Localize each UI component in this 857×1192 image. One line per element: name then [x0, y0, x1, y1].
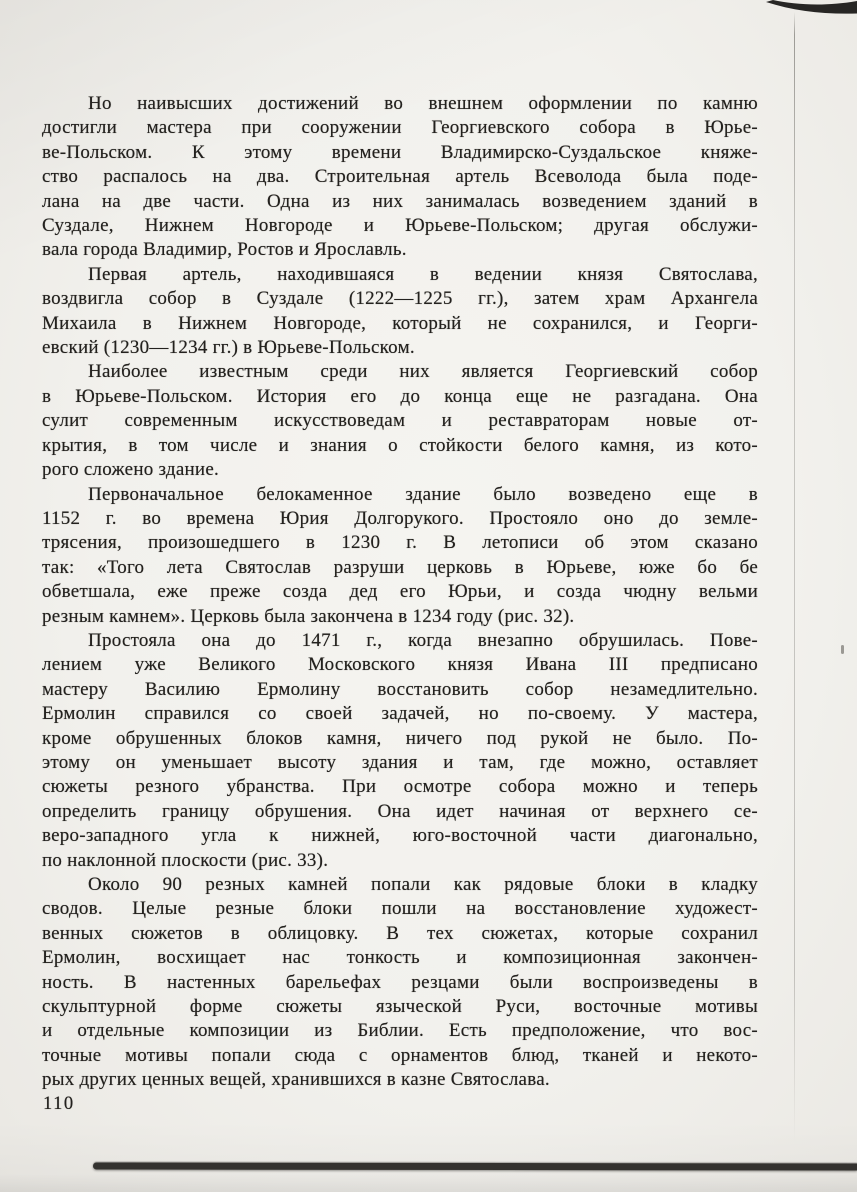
- text-line: по наклонной плоскости (рис. 33).: [42, 849, 329, 871]
- text-line: Простояла она до 1471 г., когда внезапно обрушилась. Пове-: [88, 629, 758, 651]
- text-line: воздвигла собор в Суздале (1222—1225 гг.), затем храм Архангела: [42, 288, 758, 310]
- text-line: мастеру Василию Ермолину восстановить собор незамедлительно.: [42, 678, 758, 700]
- scan-speck: [841, 645, 844, 654]
- text-line: 1152 г. во времена Юрия Долгорукого. Простояло оно до земле-: [42, 507, 758, 529]
- text-line: Около 90 резных камней попали как рядовые блоки в кладку: [88, 874, 758, 895]
- text-line: крытия, в том числе и знания о стойкости белого камня, из кото-: [42, 434, 758, 456]
- text-line: Первая артель, находившаяся в ведении князя Святослава,: [88, 263, 758, 285]
- text-line: вала города Владимир, Ростов и Ярославль.: [42, 239, 407, 261]
- text-line: евский (1230—1234 гг.) в Юрьеве-Польском.: [42, 337, 415, 359]
- scan-artifact-corner-streak: [766, 0, 857, 24]
- text-line: определить границу обрушения. Она идет начиная от верхнего се-: [42, 800, 758, 822]
- text-line: рого сложено здание.: [42, 459, 220, 481]
- text-line: обветшала, еже преже созда дед его Юрьи, и созда чюдну вельми: [42, 581, 758, 603]
- text-line: лением уже Великого Московского князя Ивана III предписано: [42, 654, 758, 676]
- text-line: сюжеты резного убранства. При осмотре собора можно и теперь: [42, 776, 758, 798]
- text-line: так: «Того лета Святослав разруши церковь в Юрьеве, юже бо бе: [42, 556, 758, 578]
- text-line: достигли мастера при сооружении Георгиевского собора в Юрье-: [42, 117, 758, 139]
- text-line: Суздале, Нижнем Новгороде и Юрьеве-Польском; другая обслужи-: [42, 215, 758, 237]
- scan-bottom-shading: [0, 1174, 857, 1192]
- page-edge-line: [794, 12, 795, 1142]
- text-line: точные мотивы попали сюда с орнаментов блюд, тканей и некото-: [42, 1044, 758, 1066]
- text-line: Ермолин, восхищает нас тонкость и композиционная закончен-: [42, 947, 758, 969]
- text-line: венных сюжетов в облицовку. В тех сюжетах, которые сохранил: [42, 922, 758, 944]
- page-number: 110: [43, 1094, 75, 1114]
- text-line: лана на две части. Одна из них занималась возведением зданий в: [42, 190, 758, 212]
- body-text: [42, 92, 758, 1093]
- text-line: кроме обрушенных блоков камня, ничего под рукой не было. По-: [42, 727, 758, 749]
- text-line: сводов. Целые резные блоки пошли на восстановление художест-: [42, 898, 758, 920]
- text-line: рых других ценных вещей, хранившихся в казне Святослава.: [42, 1069, 550, 1091]
- text-line: и отдельные композиции из Библии. Есть предположение, что вос-: [42, 1020, 758, 1042]
- text-line: в Юрьеве-Польском. История его до конца еще не разгадана. Она: [42, 385, 758, 407]
- text-line: Но наивысших достижений во внешнем оформлении по камню: [88, 93, 758, 114]
- text-line: Михаила в Нижнем Новгороде, который не сохранился, и Георги-: [42, 312, 758, 334]
- text-line: веро-западного угла к нижней, юго-восточной части диагонально,: [42, 825, 758, 847]
- scan-shadow-bottom-band: [93, 1162, 857, 1170]
- text-line: этому он уменьшает высоту здания и там, где можно, оставляет: [42, 751, 758, 773]
- text-line: Ермолин справился со своей задачей, но по-своему. У мастера,: [42, 703, 758, 725]
- text-line: ве-Польском. К этому времени Владимирско-Суздальское княже-: [42, 141, 758, 163]
- text-line: ство распалось на два. Строительная артель Всеволода была поде-: [42, 166, 758, 188]
- corner-streak-shape: [766, 0, 857, 24]
- text-line: Первоначальное белокаменное здание было возведено еще в: [88, 483, 758, 505]
- text-line: трясения, произошедшего в 1230 г. В летописи об этом сказано: [42, 532, 758, 554]
- text-line: Наиболее известным среди них является Георгиевский собор: [88, 361, 758, 383]
- text-line: ность. В настенных барельефах резцами были воспроизведены в: [42, 971, 758, 993]
- text-line: скульптурной форме сюжеты языческой Руси, восточные мотивы: [42, 996, 758, 1018]
- text-line: сулит современным искусствоведам и реставраторам новые от-: [42, 410, 758, 432]
- text-line: резным камнем». Церковь была закончена в 1234 году (рис. 32).: [42, 605, 575, 627]
